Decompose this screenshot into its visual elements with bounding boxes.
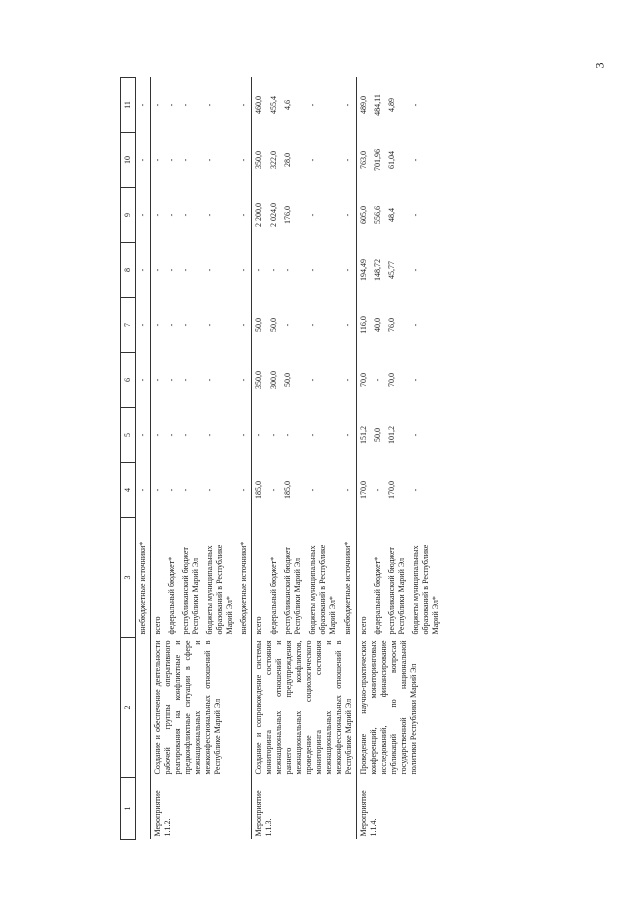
value-cell: - bbox=[138, 103, 147, 107]
value-cell: 50,0 bbox=[283, 373, 293, 387]
empty-cell bbox=[136, 638, 151, 778]
value-cell: - bbox=[205, 158, 214, 162]
value-cell: - bbox=[373, 488, 382, 492]
value-cell: - bbox=[138, 158, 147, 162]
value-cell: 170,0 bbox=[387, 481, 396, 499]
value-cell: - bbox=[308, 323, 318, 327]
value-cell: 489,0 bbox=[357, 78, 372, 133]
value-cell: - bbox=[308, 103, 318, 107]
column-header-2: 2 bbox=[121, 638, 136, 778]
value-cell: - bbox=[308, 433, 318, 437]
rotated-table-area bbox=[120, 80, 510, 840]
value-cell: 70,0 bbox=[357, 353, 372, 408]
value-cell: - bbox=[239, 323, 248, 327]
value-cell: - bbox=[181, 323, 190, 327]
funding-source-cell: бюджеты муниципальных образований в Республике Марий Эл* bbox=[205, 544, 234, 635]
value-cell: 28,0 bbox=[283, 153, 293, 167]
value-cell: - bbox=[343, 433, 353, 437]
value-cell: - bbox=[151, 353, 166, 408]
value-cell: - bbox=[138, 268, 147, 272]
value-cell: - bbox=[205, 323, 214, 327]
funding-source-cell: республиканский бюджет Республики Марий Эл bbox=[387, 547, 406, 635]
value-cell: - bbox=[151, 133, 166, 188]
value-cell: - bbox=[205, 488, 214, 492]
value-cell: - bbox=[283, 323, 293, 327]
value-cell: - bbox=[239, 213, 248, 217]
funding-source-cell: федеральный бюджет* bbox=[268, 556, 278, 635]
value-cell: - bbox=[343, 378, 353, 382]
funding-source-cell: бюджеты муниципальных образований в Республике Марий Эл* bbox=[308, 544, 338, 635]
value-cell: - bbox=[239, 103, 248, 107]
value-cell: - bbox=[373, 378, 382, 382]
value-cell: 455,4 bbox=[268, 96, 278, 114]
value-cell: - bbox=[252, 243, 267, 298]
value-cell: 322,0 bbox=[268, 151, 278, 169]
value-cell: 350,0 bbox=[252, 133, 267, 188]
funding-source-cell: всего bbox=[357, 518, 372, 638]
value-cell: 484,11 bbox=[373, 94, 382, 116]
value-cell: 101,2 bbox=[387, 426, 396, 444]
value-cell: 50,0 bbox=[252, 298, 267, 353]
measure-code-cell: Мероприятие 1.1.3. bbox=[252, 778, 357, 840]
value-cell: - bbox=[239, 158, 248, 162]
measure-title-cell: Проведение научно-практических конференций, мониторинговых исследований, финансирование публикаций по вопросам государственной национальной политики Республики Марий Эл bbox=[357, 638, 444, 778]
table-row bbox=[151, 78, 166, 840]
value-cell: - bbox=[181, 433, 190, 437]
value-cell: - bbox=[268, 433, 278, 437]
column-header-4: 4 bbox=[121, 463, 136, 518]
value-cell: - bbox=[167, 268, 176, 272]
funding-source-cell: республиканский бюджет Республики Марий Эл bbox=[283, 547, 303, 635]
value-cell: - bbox=[268, 488, 278, 492]
value-cell: 176,0 bbox=[283, 206, 293, 224]
value-cell: - bbox=[239, 268, 248, 272]
column-header-1: 1 bbox=[121, 778, 136, 840]
value-cell: - bbox=[343, 213, 353, 217]
value-cell: - bbox=[411, 323, 420, 327]
value-cell: 185,0 bbox=[252, 463, 267, 518]
column-header-11: 11 bbox=[121, 78, 136, 133]
table-row bbox=[357, 78, 372, 840]
value-cell: - bbox=[252, 408, 267, 463]
value-cell: - bbox=[308, 268, 318, 272]
value-cell: 2 024,0 bbox=[268, 203, 278, 227]
value-cell: - bbox=[151, 188, 166, 243]
value-cell: 300,0 bbox=[268, 371, 278, 389]
value-cell: - bbox=[138, 433, 147, 437]
measure-code-cell: Мероприятие 1.1.2. bbox=[151, 778, 252, 840]
funding-source-cell: внебюджетные источники* bbox=[343, 541, 353, 635]
column-header-7: 7 bbox=[121, 298, 136, 353]
funding-source-cell: всего bbox=[252, 518, 267, 638]
funding-source-cell: внебюджетные источники* bbox=[239, 541, 248, 635]
value-cell: 50,0 bbox=[373, 428, 382, 442]
value-cell: - bbox=[181, 103, 190, 107]
value-cell: 556,6 bbox=[373, 206, 382, 224]
value-cell: - bbox=[205, 268, 214, 272]
table-row bbox=[252, 78, 267, 840]
column-number-row bbox=[121, 78, 136, 840]
value-cell: - bbox=[181, 158, 190, 162]
value-cell: - bbox=[167, 103, 176, 107]
measure-title-cell: Создание и сопровождение системы мониторинга состояния межнациональных отношений и раннего предупреждения межнациональных конфликтов, проведение социологического мониторинга состояния межнациональных и межконфессиональных отношений в Республике Марий Эл bbox=[252, 638, 357, 778]
funding-source-cell: внебюджетные источники* bbox=[138, 541, 147, 635]
value-cell: 763,0 bbox=[357, 133, 372, 188]
value-cell: - bbox=[411, 103, 420, 107]
funding-source-cell: федеральный бюджет* bbox=[167, 556, 176, 635]
value-cell: 4,6 bbox=[283, 100, 293, 110]
column-header-3: 3 bbox=[121, 518, 136, 638]
value-cell: 76,0 bbox=[387, 318, 396, 332]
value-cell: 4,89 bbox=[387, 98, 396, 112]
value-cell: - bbox=[205, 378, 214, 382]
value-cell: - bbox=[205, 213, 214, 217]
value-cell: - bbox=[205, 103, 214, 107]
value-cell: - bbox=[411, 488, 420, 492]
value-cell: - bbox=[167, 488, 176, 492]
value-cell: - bbox=[239, 433, 248, 437]
value-cell: 50,0 bbox=[268, 318, 278, 332]
value-cell: 151,2 bbox=[357, 408, 372, 463]
value-cell: - bbox=[151, 408, 166, 463]
value-cell: 2 200,0 bbox=[252, 188, 267, 243]
value-cell: - bbox=[343, 158, 353, 162]
value-cell: - bbox=[239, 378, 248, 382]
column-header-6: 6 bbox=[121, 353, 136, 408]
value-cell: - bbox=[167, 433, 176, 437]
value-cell: - bbox=[138, 323, 147, 327]
value-cell: - bbox=[138, 378, 147, 382]
value-cell: 48,4 bbox=[387, 208, 396, 222]
measure-title-cell: Создание и обеспечение деятельности рабочей группы оперативного реагирования на конфликтные и предконфликтные ситуации в сфере межнациональных и межконфессиональных отношений в Республике Марий Эл bbox=[151, 638, 252, 778]
value-cell: - bbox=[151, 463, 166, 518]
value-cell: - bbox=[411, 213, 420, 217]
value-cell: 460,0 bbox=[252, 78, 267, 133]
value-cell: 40,0 bbox=[373, 318, 382, 332]
value-cell: 170,0 bbox=[357, 463, 372, 518]
value-cell: - bbox=[138, 213, 147, 217]
value-cell: 185,0 bbox=[283, 481, 293, 499]
value-cell: 45,77 bbox=[387, 261, 396, 279]
funding-source-cell: федеральный бюджет* bbox=[373, 556, 382, 635]
value-cell: - bbox=[181, 488, 190, 492]
value-cell: - bbox=[167, 158, 176, 162]
value-cell: - bbox=[343, 103, 353, 107]
page-number: 3 bbox=[592, 62, 607, 69]
value-cell: 148,72 bbox=[373, 259, 382, 281]
value-cell: - bbox=[151, 78, 166, 133]
value-cell: - bbox=[181, 213, 190, 217]
value-cell: 350,0 bbox=[252, 353, 267, 408]
value-cell: - bbox=[411, 268, 420, 272]
funding-source-cell: бюджеты муниципальных образований в Республике Марий Эл* bbox=[411, 544, 440, 635]
value-cell: - bbox=[283, 268, 293, 272]
column-header-8: 8 bbox=[121, 243, 136, 298]
funding-source-cell: всего bbox=[151, 518, 166, 638]
column-header-5: 5 bbox=[121, 408, 136, 463]
column-header-10: 10 bbox=[121, 133, 136, 188]
value-cell: - bbox=[151, 243, 166, 298]
value-cell: - bbox=[151, 298, 166, 353]
value-cell: - bbox=[411, 158, 420, 162]
value-cell: - bbox=[181, 268, 190, 272]
value-cell: 61,04 bbox=[387, 151, 396, 169]
table-body bbox=[136, 78, 444, 840]
value-cell: - bbox=[411, 378, 420, 382]
value-cell: - bbox=[138, 488, 147, 492]
value-cell: - bbox=[343, 323, 353, 327]
value-cell: - bbox=[181, 378, 190, 382]
value-cell: 605,0 bbox=[357, 188, 372, 243]
value-cell: - bbox=[308, 213, 318, 217]
value-cell: 116,0 bbox=[357, 298, 372, 353]
value-cell: - bbox=[268, 268, 278, 272]
value-cell: - bbox=[205, 433, 214, 437]
value-cell: - bbox=[167, 213, 176, 217]
value-cell: - bbox=[167, 323, 176, 327]
table-row bbox=[136, 78, 151, 840]
empty-cell bbox=[136, 778, 151, 840]
column-header-9: 9 bbox=[121, 188, 136, 243]
value-cell: - bbox=[343, 488, 353, 492]
budget-table bbox=[120, 77, 443, 840]
value-cell: - bbox=[308, 158, 318, 162]
value-cell: - bbox=[308, 378, 318, 382]
value-cell: - bbox=[283, 433, 293, 437]
value-cell: - bbox=[308, 488, 318, 492]
value-cell: - bbox=[411, 433, 420, 437]
value-cell: - bbox=[167, 378, 176, 382]
value-cell: 194,49 bbox=[357, 243, 372, 298]
value-cell: - bbox=[239, 488, 248, 492]
measure-code-cell: Мероприятие 1.1.4. bbox=[357, 778, 444, 840]
funding-source-cell: республиканский бюджет Республики Марий Эл bbox=[181, 547, 200, 635]
value-cell: 70,0 bbox=[387, 373, 396, 387]
value-cell: - bbox=[343, 268, 353, 272]
value-cell: 701,96 bbox=[373, 149, 382, 171]
